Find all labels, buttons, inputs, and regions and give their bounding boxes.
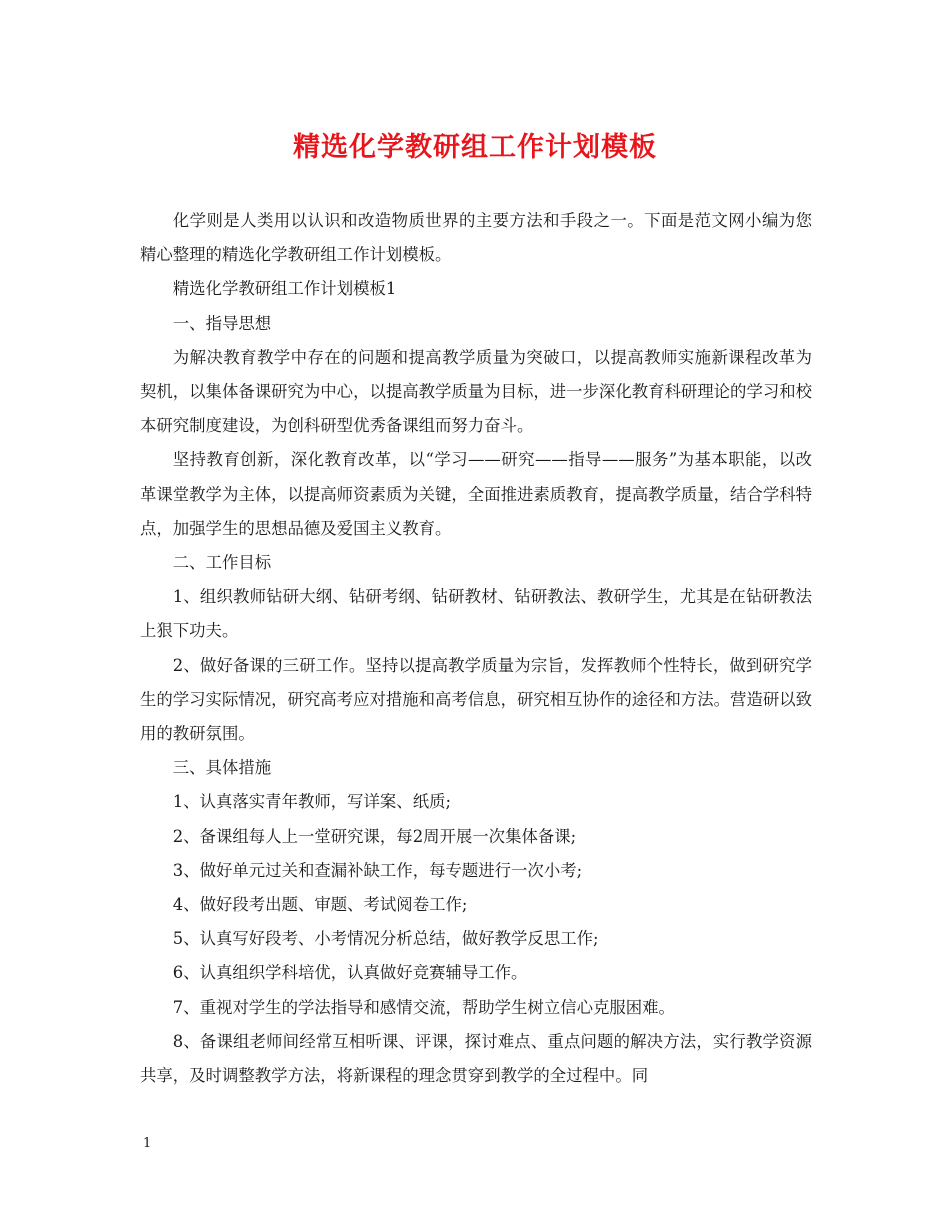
paragraph-guiding-ideology-1: 为解决教育教学中存在的问题和提高教学质量为突破口，以提高教师实施新课程改革为契机，以集体备课研究为中心，以提高教学质量为目标，进一步深化教育科研理论的学习和校本研究制度建设，为创科研型优秀备课组而努力奋斗。	[140, 347, 813, 436]
paragraph-goal-1: 1、组织教师钻研大纲、钻研考纲、钻研教材、钻研教法、教研学生，尤其是在钻研教法上狠下功夫。	[140, 587, 812, 641]
list-item-measure-6: 6、认真组织学科培优，认真做好竞赛辅导工作。	[172, 963, 528, 983]
section-heading-guiding-ideology: 一、指导思想	[172, 313, 272, 333]
paragraph-intro: 化学则是人类用以认识和改造物质世界的主要方法和手段之一。下面是范文网小编为您精心整理的精选化学教研组工作计划模板。	[140, 211, 812, 265]
section-heading-work-goals: 二、工作目标	[172, 553, 272, 573]
list-item-measure-8: 8、备课组老师间经常互相听课、评课，探讨难点、重点问题的解决方法，实行教学资源共享，及时调整教学方法，将新课程的理念贯穿到教学的全过程中。同	[140, 1031, 812, 1086]
page-number: 1	[143, 1136, 152, 1151]
list-item-measure-1: 1、认真落实青年教师，写详案、纸质;	[172, 792, 451, 812]
list-item-measure-7: 7、重视对学生的学法指导和感情交流，帮助学生树立信心克服困难。	[172, 997, 675, 1017]
document-body	[140, 204, 812, 1093]
list-item-measure-5: 5、认真写好段考、小考情况分析总结，做好教学反思工作;	[172, 929, 599, 949]
paragraph-goal-2: 2、做好备课的三研工作。坚持以提高教学质量为宗旨，发挥教师个性特长，做到研究学生的学习实际情况，研究高考应对措施和高考信息，研究相互协作的途径和方法。营造研以致用的教研氛围。	[140, 655, 813, 744]
list-item-measure-3: 3、做好单元过关和查漏补缺工作，每专题进行一次小考;	[172, 860, 583, 880]
paragraph-template-heading: 精选化学教研组工作计划模板1	[172, 279, 397, 299]
list-item-measure-2: 2、备课组每人上一堂研究课，每2周开展一次集体备课;	[172, 826, 577, 846]
paragraph-guiding-ideology-2: 坚持教育创新，深化教育改革，以“学习——研究——指导——服务”为基本职能，以改革课堂教学为主体，以提高师资素质为关键，全面推进素质教育，提高教学质量，结合学科特点，加强学生的思想品德及爱国主义教育。	[140, 450, 813, 538]
list-item-measure-4: 4、做好段考出题、审题、考试阅卷工作;	[172, 895, 468, 915]
page-title: 精选化学教研组工作计划模板	[293, 132, 657, 163]
section-heading-measures: 三、具体措施	[172, 758, 272, 778]
